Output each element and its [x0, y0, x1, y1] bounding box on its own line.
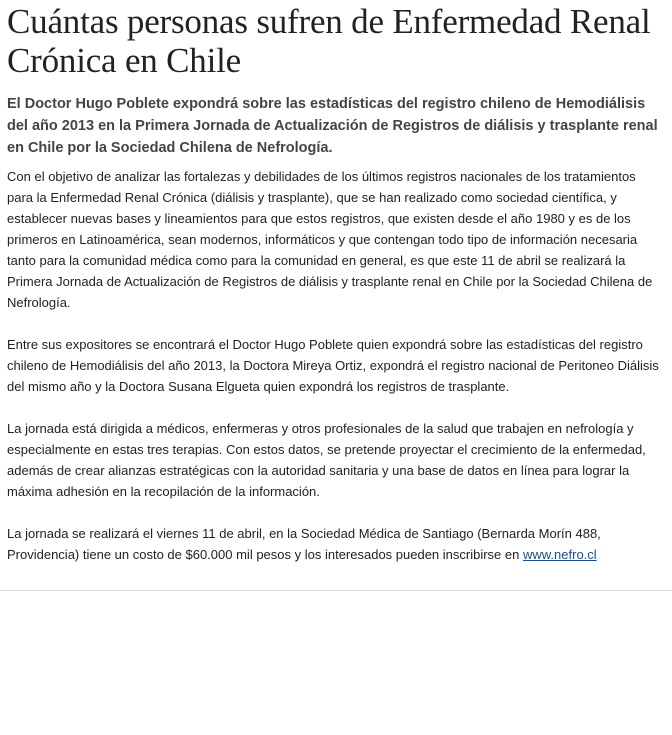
body-paragraph: Entre sus expositores se encontrará el Doctor Hugo Poblete quien expondrá sobre las estadísticas del registro chileno de Hemodiálisis del año 2013, la Doctora Mireya Ortiz, expondrá el registro nacional de Peritoneo Diálisis del mismo año y la Doctora Susana Elgueta quien expondrá los registros de trasplante. [7, 337, 659, 394]
article-body [7, 166, 659, 586]
article-lead: El Doctor Hugo Poblete expondrá sobre las estadísticas del registro chileno de Hemodiálisis del año 2013 en la Primera Jornada de Actualización de Registros de diálisis y trasplante renal en Chile por la Sociedad Chilena de Nefrología. [7, 96, 658, 156]
body-paragraph-text: La jornada se realizará el viernes 11 de abril, en la Sociedad Médica de Santiago (Bernarda Morín 488, Providencia) tiene un costo de $60.000 mil pesos y los interesados pueden inscribirse en [7, 526, 601, 562]
divider-line [0, 590, 672, 591]
body-paragraph: La jornada está dirigida a médicos, enfermeras y otros profesionales de la salud que trabajen en nefrología y especialmente en estas tres terapias. Con estos datos, se pretende proyectar el crecimiento de la enfermedad, además de crear alianzas estratégicas con la autoridad sanitaria y una base de datos en línea para lograr la máxima adhesión en la recopilación de la información. [7, 421, 646, 499]
body-paragraph [7, 523, 659, 565]
nefro-link[interactable]: www.nefro.cl [522, 547, 597, 562]
body-paragraph: Con el objetivo de analizar las fortalezas y debilidades de los últimos registros nacionales de los tratamientos para la Enfermedad Renal Crónica (diálisis y trasplante), que se han realizado como sociedad científica, y establecer nuevas bases y lineamientos para que estos registros, que existen desde el año 1980 y es de los primeros en Latinoamérica, sean modernos, informáticos y que contengan todo tipo de información necesaria tanto para la comunidad médica como para la comunidad en general, es que este 11 de abril se realizará la Primera Jornada de Actualización de Registros de diálisis y trasplante renal en Chile por la Sociedad Chilena de Nefrología. [7, 169, 653, 310]
article-headline: Cuántas personas sufren de Enfermedad Renal Crónica en Chile [7, 2, 651, 80]
